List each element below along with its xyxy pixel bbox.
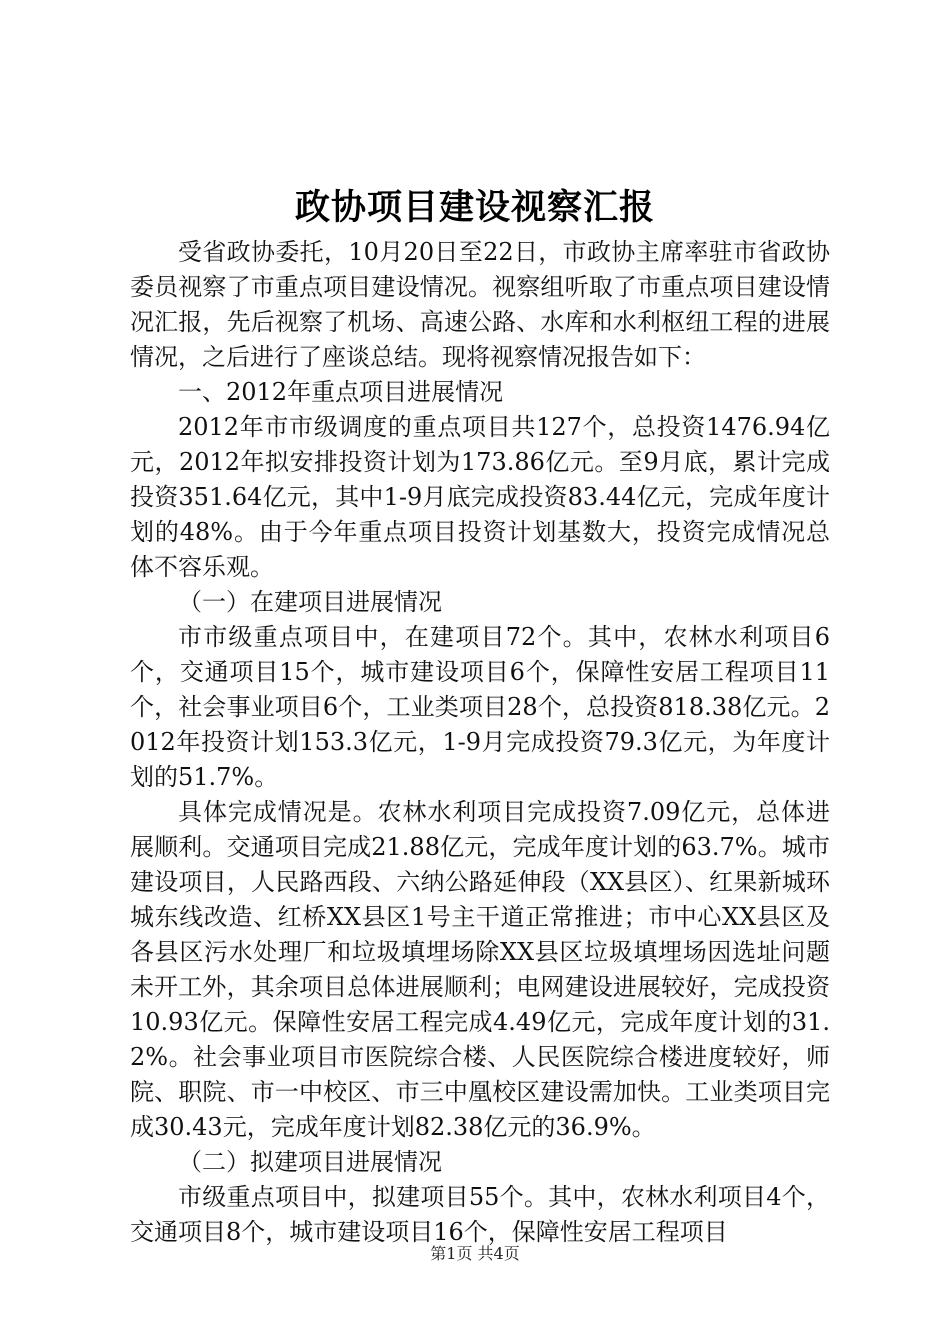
section-heading-1: 一、2012年重点项目进展情况 (178, 378, 504, 406)
paragraph-completion-details: 具体完成情况是。农林水利项目完成投资7.09亿元，总体进展顺利。交通项目完成21.88亿元，完成年度计划的63.7%。城市建设项目，人民路西段、六纳公路延伸段（XX县区）、红果新城环城东线改造、红桥XX县区1号主干道正常推进；市中心XX县区及各县区污水处理厂和垃圾填埋场除XX县区垃圾填埋场因选址问题未开工外，其余项目总体进展顺利；电网建设进展较好，完成投资10.93亿元。保障性安居工程完成4.49亿元，完成年度计划的31.2%。社会事业项目市医院综合楼、人民医院综合楼进度较好，师院、职院、市一中校区、市三中凰校区建设需加快。工业类项目完成30.43元，完成年度计划82.38亿元的36.9%。 (130, 798, 830, 1141)
subsection-heading-2: （二）拟建项目进展情况 (178, 1148, 442, 1176)
subsection-heading-1: （一）在建项目进展情况 (178, 588, 442, 616)
page-footer: 第1页 共4页 (430, 1244, 520, 1263)
paragraph-overview: 2012年市市级调度的重点项目共127个，总投资1476.94亿元，2012年拟安排投资计划为173.86亿元。至9月底，累计完成投资351.64亿元，其中1-9月底完成投资83.44亿元，完成年度计划的48%。由于今年重点项目投资计划基数大，投资完成情况总体不容乐观。 (130, 413, 830, 581)
paragraph-intro: 受省政协委托，10月20日至22日，市政协主席率驻市省政协委员视察了市重点项目建设情况。视察组听取了市重点项目建设情况汇报，先后视察了机场、高速公路、水库和水利枢纽工程的进展情况，之后进行了座谈总结。现将视察情况报告如下： (130, 238, 830, 371)
document-title: 政协项目建设视察汇报 (294, 188, 655, 228)
paragraph-projects-under-construction: 市市级重点项目中，在建项目72个。其中，农林水利项目6个，交通项目15个，城市建设项目6个，保障性安居工程项目11个，社会事业项目6个，工业类项目28个，总投资818.38亿元。2012年投资计划153.3亿元，1-9月完成投资79.3亿元，为年度计划的51.7%。 (130, 623, 830, 791)
document-body (130, 235, 830, 1250)
paragraph-planned-projects: 市级重点项目中，拟建项目55个。其中，农林水利项目4个，交通项目8个，城市建设项目16个，保障性安居工程项目 (130, 1183, 830, 1246)
